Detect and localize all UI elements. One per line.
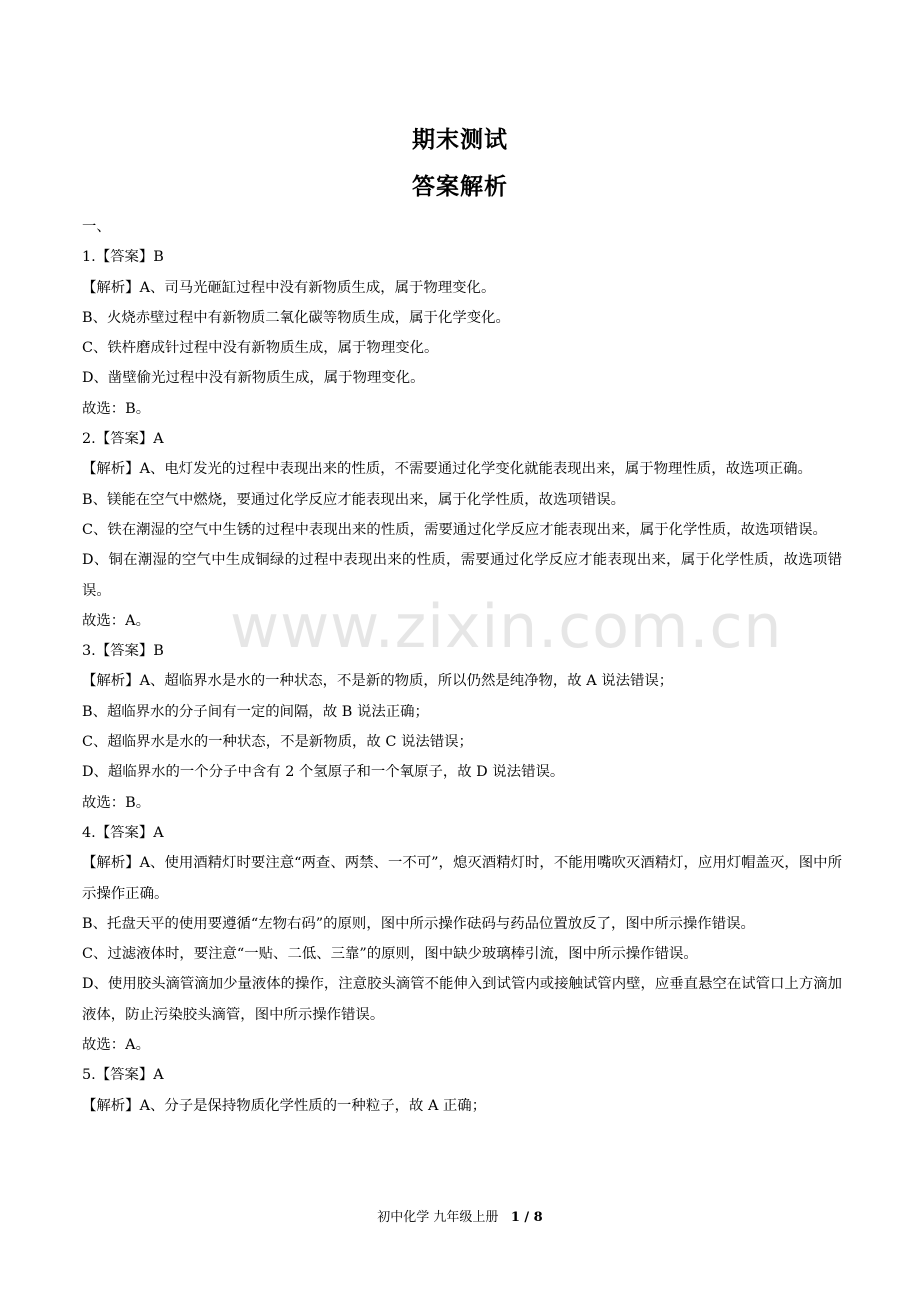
q4-analysis-a: 【解析】A、使用酒精灯时要注意“两查、两禁、一不可”，熄灭酒精灯时，不能用嘴吹灭酒精灯，应用灯帽盖灭，图中所示操作正确。 (82, 855, 842, 902)
q2-analysis-a: 【解析】A、电灯发光的过程中表现出来的性质，不需要通过化学变化就能表现出来，属于物理性质，故选项正确。 (82, 461, 812, 478)
q1-option-b: B、火烧赤壁过程中有新物质二氧化碳等物质生成，属于化学变化。 (82, 309, 510, 326)
q2-conclusion: 故选：A。 (82, 612, 150, 629)
page-subtitle: 答案解析 (412, 174, 508, 200)
q5-answer: 5.【答案】A (82, 1067, 164, 1084)
q4-conclusion: 故选：A。 (82, 1037, 150, 1054)
page-footer (0, 1206, 920, 1225)
q1-conclusion: 故选：B。 (82, 400, 151, 417)
q5-analysis-a: 【解析】A、分子是保持物质化学性质的一种粒子，故 A 正确； (82, 1097, 487, 1114)
q3-option-d: D、超临界水的一个分子中含有 2 个氢原子和一个氧原子，故 D 说法错误。 (82, 764, 565, 781)
footer-subject: 初中化学 九年级上册 (377, 1210, 499, 1225)
q2-option-c: C、铁在潮湿的空气中生锈的过程中表现出来的性质，需要通过化学反应才能表现出来，属于化学性质，故选项错误。 (82, 521, 827, 538)
q3-analysis-a: 【解析】A、超临界水是水的一种状态，不是新的物质，所以仍然是纯净物，故 A 说法错误； (82, 673, 674, 690)
q3-option-c: C、超临界水是水的一种状态，不是新物质，故 C 说法错误； (82, 734, 473, 751)
answer-content (82, 212, 842, 1121)
q1-option-c: C、铁杵磨成针过程中没有新物质生成，属于物理变化。 (82, 340, 439, 357)
watermark: www.zixin.com.cn (230, 592, 783, 662)
q4-option-c: C、过滤液体时，要注意“一贴、二低、三靠”的原则，图中缺少玻璃棒引流，图中所示操作错误。 (82, 946, 698, 963)
q3-answer: 3.【答案】B (82, 643, 164, 660)
page-title: 期末测试 (412, 127, 508, 153)
q2-option-d: D、铜在潮湿的空气中生成铜绿的过程中表现出来的性质，需要通过化学反应才能表现出来，属于化学性质，故选项错误。 (82, 552, 842, 599)
q3-conclusion: 故选：B。 (82, 794, 151, 811)
q4-option-d: D、使用胶头滴管滴加少量液体的操作，注意胶头滴管不能伸入到试管内或接触试管内壁，应垂直悬空在试管口上方滴加液体，防止污染胶头滴管，图中所示操作错误。 (82, 976, 842, 1023)
section-label: 一、 (82, 219, 111, 235)
page-number: 1 / 8 (510, 1210, 543, 1225)
q2-option-b: B、镁能在空气中燃烧，要通过化学反应才能表现出来，属于化学性质，故选项错误。 (82, 491, 626, 508)
q1-answer: 1.【答案】B (82, 249, 164, 266)
q4-option-b: B、托盘天平的使用要遵循“左物右码”的原则，图中所示操作砝码与药品位置放反了，图中所示操作错误。 (82, 915, 755, 932)
q1-option-d: D、凿壁偷光过程中没有新物质生成，属于物理变化。 (82, 370, 425, 387)
q4-answer: 4.【答案】A (82, 824, 164, 841)
q2-answer: 2.【答案】A (82, 431, 164, 448)
q1-analysis-a: 【解析】A、司马光砸缸过程中没有新物质生成，属于物理变化。 (82, 279, 496, 296)
q3-option-b: B、超临界水的分子间有一定的间隔，故 B 说法正确； (82, 703, 429, 720)
